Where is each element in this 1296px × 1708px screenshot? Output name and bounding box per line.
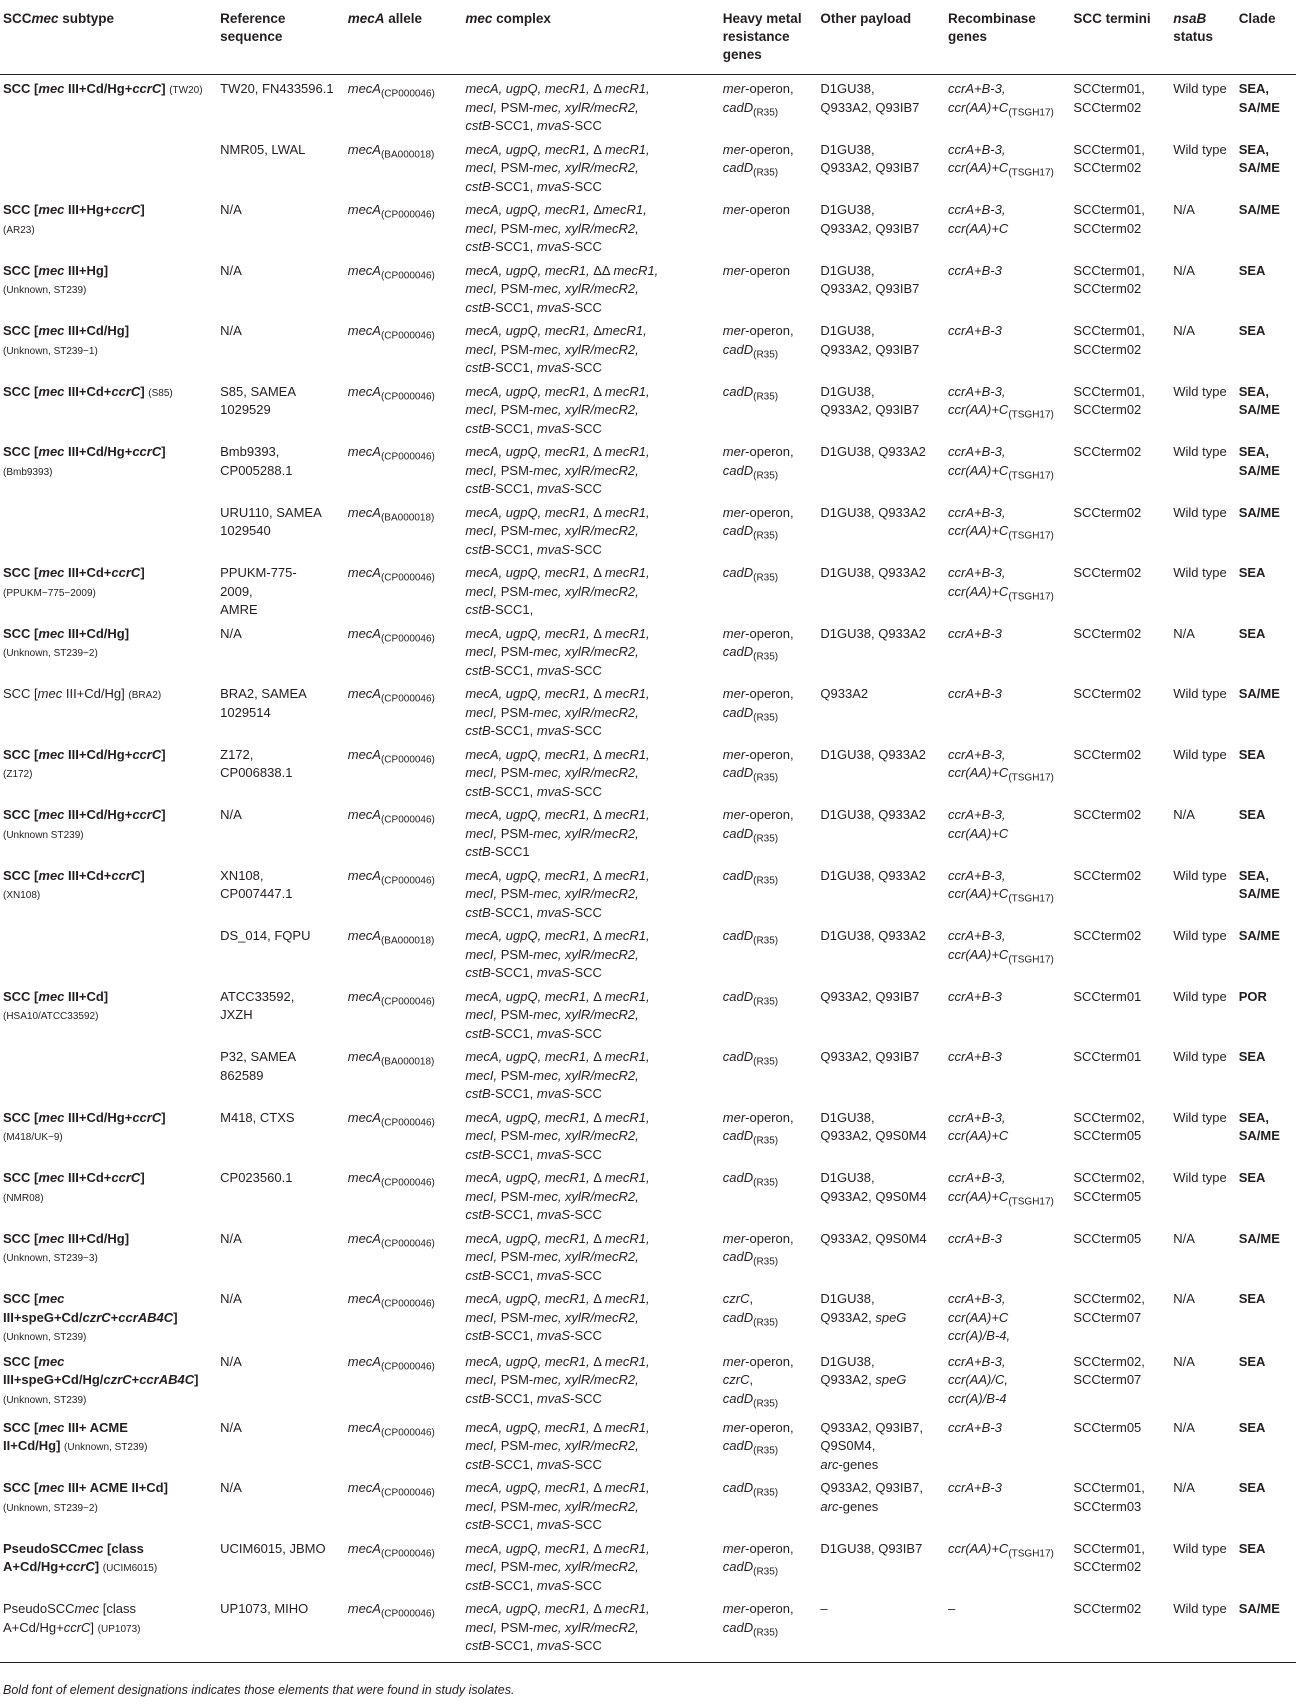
cell-meca-allele: mecA$_{(BA000018)}$ [347, 141, 435, 161]
cell-scc-termini: SCCterm02, SCCterm05 [1073, 1170, 1145, 1204]
table-row [0, 1595, 1296, 1662]
cell-mec-complex: mecA, ugpQ, mecR1, Δ mecR1, mecI, PSM-mec, xylR/mecR2, cstB-SCC1, mvaS-SCC [459, 1595, 716, 1662]
cell-reference-sequence: PPUKM-775- 2009, AMRE [220, 565, 297, 617]
cell-meca-allele: mecA$_{(CP000046)}$ [347, 1109, 435, 1129]
cell-subtype: SCC [mec III+Cd/Hg] (Unknown, ST239−3) [3, 1230, 130, 1264]
header-recombinase-genes: Recombinase genes [942, 0, 1067, 75]
cell-subtype [0, 136, 214, 197]
cell-clade: SA/ME [1238, 686, 1280, 701]
cell-scc-termini: SCCterm02 [1073, 565, 1142, 580]
cell-nsab-status: Wild type [1173, 565, 1227, 580]
cell-heavy-metal-genes: czrC, cadD$_{(R35)}$ [722, 1291, 779, 1329]
table-row [0, 1043, 1296, 1104]
cell-nsab-status: N/A [1173, 1291, 1195, 1306]
cell-scc-termini: SCCterm01 [1073, 1049, 1142, 1064]
table-row [0, 317, 1296, 378]
cell-other-payload: D1GU38, Q933A2, Q93IB7 [820, 81, 920, 115]
cell-other-payload: – [814, 1595, 942, 1662]
cell-scc-termini: SCCterm02, SCCterm05 [1073, 1109, 1145, 1143]
cell-meca-allele: mecA$_{(CP000046)}$ [347, 444, 435, 463]
cell-other-payload: D1GU38, Q933A2, Q93IB7 [820, 141, 920, 175]
cell-subtype: SCC [mec III+Cd/Hg+ccrC] (Bmb9393) [3, 444, 166, 478]
cell-subtype: SCC [mec III+Cd/Hg] (BRA2) [3, 686, 162, 701]
cell-subtype: SCC [mec III+Cd/Hg] (Unknown, ST239−1) [3, 323, 130, 357]
cell-nsab-status: Wild type [1173, 81, 1227, 96]
cell-nsab-status: Wild type [1173, 1109, 1227, 1125]
cell-other-payload: D1GU38, Q933A2, Q93IB7 [820, 202, 920, 236]
header-clade: Clade [1233, 0, 1296, 75]
cell-mec-complex: mecA, ugpQ, mecR1, Δ mecR1, mecI, PSM-mec, xylR/mecR2, cstB-SCC1, mvaS-SCC [465, 81, 650, 133]
cell-scc-termini: SCCterm01 [1073, 988, 1142, 1004]
cell-other-payload: D1GU38, Q933A2, Q93IB7 [820, 262, 920, 296]
cell-meca-allele: mecA$_{(CP000046)}$ [347, 81, 435, 100]
cell-recombinase-genes: ccrA+B-3 [948, 323, 1002, 338]
cell-subtype [0, 922, 214, 983]
cell-subtype: SCC [mec III+Cd] (HSA10/ATCC33592) [3, 988, 109, 1022]
cell-heavy-metal-genes: mer-operon [722, 262, 790, 278]
cell-meca-allele: mecA$_{(CP000046)}$ [347, 1540, 435, 1560]
cell-clade: SA/ME [1238, 928, 1280, 943]
table-row [0, 801, 1296, 862]
cell-clade: SA/ME [1238, 1230, 1280, 1246]
cell-mec-complex: mecA, ugpQ, mecR1, Δ mecR1, mecI, PSM-mec, xylR/mecR2, cstB-SCC1, mvaS-SCC [465, 141, 650, 194]
cell-recombinase-genes: ccrA+B-3, $ccr(AA)+C_{(TSGH17)}$ [948, 141, 1054, 179]
cell-heavy-metal-genes: mer-operon, czrC, cadD$_{(R35)}$ [722, 1353, 794, 1410]
cell-mec-complex: mecA, ugpQ, mecR1, Δ mecR1, mecI, PSM-mec, xylR/mecR2, cstB-SCC1, mvaS-SCC [465, 1109, 650, 1162]
cell-meca-allele: mecA$_{(CP000046)}$ [347, 1230, 435, 1250]
cell-other-payload: D1GU38, Q933A2 [820, 625, 926, 641]
cell-recombinase-genes: ccrA+B-3 [948, 1419, 1002, 1435]
cell-recombinase-genes: – [942, 1595, 1067, 1662]
cell-reference-sequence: N/A [220, 1230, 242, 1246]
cell-meca-allele: mecA$_{(CP000046)}$ [347, 1170, 435, 1189]
table-row [0, 922, 1296, 983]
cell-clade: SEA [1238, 565, 1266, 580]
cell-other-payload: Q933A2, Q9S0M4 [820, 1230, 927, 1246]
cell-clade: SA/ME [1238, 202, 1280, 217]
table-body [0, 75, 1296, 1663]
cell-reference-sequence: XN108, CP007447.1 [220, 867, 293, 901]
cell-nsab-status: Wild type [1173, 928, 1227, 943]
cell-mec-complex: mecA, ugpQ, mecR1, Δ mecR1, mecI, PSM-mec, xylR/mecR2, cstB-SCC1, [465, 565, 650, 617]
cell-mec-complex: mecA, ugpQ, mecR1, Δ mecR1, mecI, PSM-mec, xylR/mecR2, cstB-SCC1, mvaS-SCC [465, 383, 650, 436]
cell-nsab-status: Wild type [1173, 141, 1227, 157]
cell-other-payload: D1GU38, Q933A2 [820, 565, 926, 580]
cell-heavy-metal-genes: mer-operon, cadD$_{(R35)}$ [722, 444, 794, 482]
cell-meca-allele: mecA$_{(CP000046)}$ [347, 323, 435, 342]
cell-heavy-metal-genes: cadD$_{(R35)}$ [722, 1049, 779, 1068]
cell-scc-termini: SCCterm02 [1073, 867, 1142, 883]
table-row [0, 620, 1296, 681]
cell-nsab-status: N/A [1173, 625, 1195, 641]
table-row [0, 136, 1296, 197]
table-row [0, 1164, 1296, 1225]
cell-reference-sequence: CP023560.1 [220, 1170, 293, 1185]
cell-heavy-metal-genes: mer-operon, cadD$_{(R35)}$ [722, 1540, 794, 1578]
cell-recombinase-genes: ccrA+B-3 [948, 1230, 1002, 1246]
cell-mec-complex: mecA, ugpQ, mecR1, Δ mecR1, mecI, PSM-mec, xylR/mecR2, cstB-SCC1, mvaS-SCC [465, 1480, 650, 1533]
cell-subtype: SCC [mec III+Hg] (Unknown, ST239) [3, 262, 109, 296]
cell-subtype [0, 1043, 214, 1104]
cell-recombinase-genes: ccrA+B-3, $ccr(AA)+C_{(TSGH17)}$ [948, 565, 1054, 603]
cell-scc-termini: SCCterm05 [1073, 1230, 1142, 1246]
cell-reference-sequence: N/A [220, 807, 242, 822]
cell-reference-sequence: Z172, CP006838.1 [220, 746, 293, 780]
cell-meca-allele: mecA$_{(CP000046)}$ [347, 262, 435, 282]
cell-reference-sequence: S85, SAMEA 1029529 [220, 383, 297, 417]
cell-other-payload: Q933A2, Q93IB7, arc-genes [820, 1480, 924, 1514]
cell-recombinase-genes: ccrA+B-3 [948, 625, 1002, 641]
cell-recombinase-genes: ccrA+B-3, $ccr(AA)+C_{(TSGH17)}$ [948, 1170, 1054, 1208]
table-header-row [0, 0, 1296, 75]
table-row [0, 1535, 1296, 1596]
cell-subtype: SCC [mec III+speG+Cd/Hg/czrC+ccrAB4C] (Unknown, ST239) [3, 1353, 199, 1406]
cell-recombinase-genes: ccrA+B-3, ccr(AA)/C, ccr(A)/B-4 [948, 1353, 1008, 1406]
cell-clade: SA/ME [1238, 504, 1280, 520]
cell-nsab-status: Wild type [1173, 686, 1227, 701]
cell-mec-complex: mecA, ugpQ, mecR1, Δ mecR1, mecI, PSM-mec, xylR/mecR2, cstB-SCC1, mvaS-SCC [465, 444, 650, 496]
cell-recombinase-genes: ccrA+B-3, $ccr(AA)+C_{(TSGH17)}$ [948, 444, 1054, 482]
cell-heavy-metal-genes: cadD$_{(R35)}$ [722, 928, 779, 947]
cell-other-payload: D1GU38, Q933A2, Q93IB7 [820, 323, 920, 357]
cell-nsab-status: N/A [1173, 807, 1195, 822]
cell-scc-termini: SCCterm01, SCCterm02 [1073, 262, 1145, 296]
cell-reference-sequence: URU110, SAMEA 1029540 [220, 504, 322, 538]
cell-mec-complex: mecA, ugpQ, mecR1, ΔmecR1, mecI, PSM-mec, xylR/mecR2, cstB-SCC1, mvaS-SCC [465, 323, 647, 375]
cell-nsab-status: Wild type [1167, 1595, 1232, 1662]
table-row [0, 1414, 1296, 1475]
cell-mec-complex: mecA, ugpQ, mecR1, Δ mecR1, mecI, PSM-mec, xylR/mecR2, cstB-SCC1, mvaS-SCC [465, 867, 650, 920]
cell-mec-complex: mecA, ugpQ, mecR1, Δ mecR1, mecI, PSM-mec, xylR/mecR2, cstB-SCC1, mvaS-SCC [465, 1291, 650, 1343]
cell-scc-termini: SCCterm05 [1073, 1419, 1142, 1435]
table-row [0, 1104, 1296, 1165]
cell-subtype: PseudoSCCmec [class A+Cd/Hg+ccrC] (UCIM6015) [3, 1540, 158, 1575]
cell-nsab-status: Wild type [1173, 444, 1227, 459]
cell-subtype: SCC [mec III+ ACME II+Cd/Hg] (Unknown, ST239) [3, 1419, 148, 1454]
cell-mec-complex: mecA, ugpQ, mecR1, Δ mecR1, mecI, PSM-mec, xylR/mecR2, cstB-SCC1, mvaS-SCC [465, 686, 650, 738]
table-row [0, 75, 1296, 136]
cell-nsab-status: Wild type [1173, 383, 1227, 399]
cell-recombinase-genes: ccrA+B-3, $ccr(AA)+C_{(TSGH17)}$ [948, 81, 1054, 119]
cell-recombinase-genes: ccrA+B-3 [948, 1480, 1002, 1496]
cell-recombinase-genes: ccrA+B-3, $ccr(AA)+C_{(TSGH17)}$ [948, 746, 1054, 784]
header-other-payload: Other payload [814, 0, 942, 75]
cell-subtype: SCC [mec III+Cd/Hg+ccrC] (TW20) [3, 81, 203, 96]
header-mec-complex: mec complex [459, 0, 716, 75]
cell-mec-complex: mecA, ugpQ, mecR1, Δ mecR1, mecI, PSM-mec, xylR/mecR2, cstB-SCC1, mvaS-SCC [465, 1049, 650, 1101]
cell-nsab-status: N/A [1173, 1353, 1195, 1369]
cell-nsab-status: Wild type [1173, 1170, 1227, 1185]
cell-other-payload: Q933A2, Q93IB7 [820, 1049, 920, 1064]
cell-subtype: SCC [mec III+Cd+ccrC] (NMR08) [3, 1170, 145, 1204]
table-row [0, 559, 1296, 620]
cell-scc-termini: SCCterm01, SCCterm02 [1073, 383, 1145, 417]
cell-recombinase-genes: ccrA+B-3, ccr(AA)+C [948, 1109, 1009, 1143]
cell-heavy-metal-genes: cadD$_{(R35)}$ [722, 1480, 779, 1499]
cell-scc-termini: SCCterm01, SCCterm02 [1073, 1540, 1145, 1575]
cell-reference-sequence: UCIM6015, JBMO [220, 1540, 326, 1556]
table-row [0, 862, 1296, 923]
cell-other-payload: D1GU38, Q933A2, speG [820, 1291, 907, 1325]
cell-nsab-status: N/A [1173, 323, 1195, 338]
cell-recombinase-genes: ccrA+B-3, ccr(AA)+C ccr(A)/B-4, [948, 1291, 1011, 1343]
table-row [0, 438, 1296, 499]
cell-mec-complex: mecA, ugpQ, mecR1, Δ mecR1, mecI, PSM-mec, xylR/mecR2, cstB-SCC1 [465, 807, 650, 859]
cell-heavy-metal-genes: mer-operon, cadD$_{(R35)}$ [722, 746, 794, 784]
table-row [0, 1474, 1296, 1535]
cell-meca-allele: mecA$_{(CP000046)}$ [347, 1419, 435, 1439]
cell-recombinase-genes: $ccr(AA)+C_{(TSGH17)}$ [948, 1540, 1054, 1560]
cell-recombinase-genes: ccrA+B-3, $ccr(AA)+C_{(TSGH17)}$ [948, 383, 1054, 421]
header-meca-allele: mecA allele [342, 0, 460, 75]
cell-meca-allele: mecA$_{(CP000046)}$ [347, 988, 435, 1008]
cell-mec-complex: mecA, ugpQ, mecR1, Δ mecR1, mecI, PSM-mec, xylR/mecR2, cstB-SCC1, mvaS-SCC [465, 928, 650, 980]
cell-meca-allele: mecA$_{(CP000046)}$ [347, 1353, 435, 1373]
cell-nsab-status: N/A [1173, 1480, 1195, 1496]
cell-nsab-status: N/A [1173, 1419, 1195, 1435]
cell-recombinase-genes: ccrA+B-3, $ccr(AA)+C_{(TSGH17)}$ [948, 867, 1054, 905]
cell-scc-termini: SCCterm01, SCCterm02 [1073, 202, 1145, 236]
cell-subtype: SCC [mec III+Cd+ccrC] (S85) [3, 383, 173, 399]
cell-clade: SEA [1238, 807, 1266, 822]
cell-reference-sequence: N/A [220, 1353, 242, 1369]
cell-reference-sequence: NMR05, LWAL [220, 141, 306, 157]
cell-subtype: PseudoSCCmec [class A+Cd/Hg+ccrC] (UP1073) [0, 1595, 214, 1662]
cell-other-payload: D1GU38, Q933A2 [820, 746, 926, 762]
cell-meca-allele: mecA$_{(CP000046)}$ [347, 1291, 435, 1310]
cell-meca-allele: mecA$_{(CP000046)}$ [347, 202, 435, 221]
cell-heavy-metal-genes: mer-operon, cadD$_{(R35)}$ [717, 1595, 815, 1662]
cell-clade: SEA [1238, 1540, 1266, 1556]
header-subtype: SCCmec subtype [0, 0, 214, 75]
cell-scc-termini: SCCterm01, SCCterm02 [1073, 323, 1145, 357]
cell-mec-complex: mecA, ugpQ, mecR1, Δ mecR1, mecI, PSM-mec, xylR/mecR2, cstB-SCC1, mvaS-SCC [465, 1170, 650, 1222]
cell-heavy-metal-genes: mer-operon, cadD$_{(R35)}$ [722, 141, 794, 179]
cell-nsab-status: N/A [1173, 262, 1195, 278]
cell-clade: SEA [1238, 1353, 1266, 1369]
table-row [0, 257, 1296, 318]
table-row [0, 378, 1296, 439]
cell-scc-termini: SCCterm02 [1067, 1595, 1167, 1662]
cell-nsab-status: Wild type [1173, 504, 1227, 520]
cell-heavy-metal-genes: mer-operon, cadD$_{(R35)}$ [722, 625, 794, 663]
cell-nsab-status: N/A [1173, 1230, 1195, 1246]
cell-clade: SEA [1238, 323, 1266, 338]
cell-subtype: SCC [mec III+Hg+ccrC] (AR23) [3, 202, 145, 236]
table-footnote: Bold font of element designations indicates those elements that were found in study isolates. [3, 1683, 515, 1697]
cell-other-payload: Q933A2, Q93IB7 [820, 988, 920, 1004]
cell-meca-allele: mecA$_{(BA000018)}$ [347, 1049, 435, 1068]
header-heavy-metal-genes: Heavy metal resistance genes [717, 0, 815, 75]
cell-subtype: SCC [mec III+Cd+ccrC] (XN108) [3, 867, 145, 901]
cell-subtype: SCC [mec III+Cd/Hg+ccrC] (Z172) [3, 746, 166, 780]
cell-clade: SEA [1238, 1170, 1266, 1185]
cell-clade: SEA [1238, 1480, 1266, 1496]
cell-clade: SEA [1238, 746, 1266, 762]
header-reference-sequence: Reference sequence [214, 0, 342, 75]
cell-meca-allele: mecA$_{(CP000046)}$ [347, 686, 435, 705]
cell-subtype: SCC [mec III+Cd/Hg+ccrC] (Unknown ST239) [3, 807, 166, 841]
cell-clade: SA/ME [1233, 1595, 1296, 1662]
cell-scc-termini: SCCterm02, SCCterm07 [1073, 1291, 1145, 1325]
cell-meca-allele: mecA$_{(CP000046)}$ [347, 1480, 435, 1499]
cell-subtype [0, 499, 214, 560]
cell-subtype: SCC [mec III+Cd+ccrC] (PPUKM−775−2009) [3, 565, 145, 599]
cell-reference-sequence: N/A [220, 323, 242, 338]
cell-reference-sequence: N/A [220, 1480, 242, 1496]
cell-meca-allele: mecA$_{(BA000018)}$ [347, 928, 435, 947]
cell-meca-allele: mecA$_{(CP000046)}$ [347, 625, 435, 645]
cell-scc-termini: SCCterm02 [1073, 928, 1142, 943]
cell-nsab-status: N/A [1173, 202, 1195, 217]
cell-reference-sequence: N/A [220, 1419, 242, 1435]
cell-nsab-status: Wild type [1173, 988, 1227, 1004]
table-row [0, 1225, 1296, 1286]
cell-recombinase-genes: ccrA+B-3 [948, 686, 1002, 701]
cell-recombinase-genes: ccrA+B-3, $ccr(AA)+C_{(TSGH17)}$ [948, 504, 1054, 542]
cell-heavy-metal-genes: mer-operon, cadD$_{(R35)}$ [722, 323, 794, 361]
cell-mec-complex: mecA, ugpQ, mecR1, Δ mecR1, mecI, PSM-mec, xylR/mecR2, cstB-SCC1, mvaS-SCC [465, 746, 650, 799]
cell-nsab-status: Wild type [1173, 867, 1227, 883]
cell-clade: SEA, SA/ME [1238, 444, 1280, 478]
table-row [0, 1285, 1296, 1348]
cell-heavy-metal-genes: cadD$_{(R35)}$ [722, 988, 779, 1008]
cell-mec-complex: mecA, ugpQ, mecR1, ΔmecR1, mecI, PSM-mec, xylR/mecR2, cstB-SCC1, mvaS-SCC [465, 202, 647, 254]
cell-reference-sequence: M418, CTXS [220, 1109, 295, 1125]
cell-heavy-metal-genes: mer-operon, cadD$_{(R35)}$ [722, 807, 794, 845]
table-row [0, 1348, 1296, 1414]
cell-other-payload: Q933A2 [820, 686, 869, 701]
cell-mec-complex: mecA, ugpQ, mecR1, Δ mecR1, mecI, PSM-mec, xylR/mecR2, cstB-SCC1, mvaS-SCC [465, 1419, 650, 1472]
cell-recombinase-genes: ccrA+B-3, ccr(AA)+C [948, 807, 1009, 841]
cell-other-payload: D1GU38, Q933A2 [820, 928, 926, 943]
cell-clade: SEA, SA/ME [1238, 81, 1280, 115]
cell-clade: SEA [1238, 262, 1266, 278]
cell-scc-termini: SCCterm02 [1073, 686, 1142, 701]
cell-meca-allele: mecA$_{(CP000046)}$ [347, 383, 435, 403]
cell-scc-termini: SCCterm02 [1073, 807, 1142, 822]
header-scc-termini: SCC termini [1067, 0, 1167, 75]
cell-scc-termini: SCCterm01, SCCterm03 [1073, 1480, 1145, 1514]
cell-heavy-metal-genes: cadD$_{(R35)}$ [722, 383, 779, 403]
cell-scc-termini: SCCterm01, SCCterm02 [1073, 141, 1145, 175]
cell-reference-sequence: N/A [220, 1291, 242, 1306]
cell-subtype: SCC [mec III+speG+Cd/czrC+ccrAB4C] (Unknown, ST239) [3, 1291, 178, 1343]
cell-other-payload: D1GU38, Q933A2 [820, 807, 926, 822]
cell-heavy-metal-genes: cadD$_{(R35)}$ [722, 565, 779, 584]
table-row [0, 196, 1296, 257]
cell-clade: SEA, SA/ME [1238, 867, 1280, 901]
cell-reference-sequence: P32, SAMEA 862589 [220, 1049, 297, 1083]
cell-reference-sequence: Bmb9393, CP005288.1 [220, 444, 293, 478]
cell-meca-allele: mecA$_{(CP000046)}$ [347, 807, 435, 826]
cell-reference-sequence: DS_014, FQPU [220, 928, 311, 943]
cell-other-payload: D1GU38, Q933A2 [820, 504, 926, 520]
cell-clade: POR [1238, 988, 1267, 1004]
cell-scc-termini: SCCterm02 [1073, 444, 1142, 459]
cell-subtype: SCC [mec III+Cd/Hg] (Unknown, ST239−2) [3, 625, 130, 659]
cell-other-payload: D1GU38, Q933A2, Q93IB7 [820, 383, 920, 417]
cell-meca-allele: mecA$_{(CP000046)}$ [347, 867, 435, 887]
cell-other-payload: D1GU38, Q933A2 [820, 867, 926, 883]
cell-mec-complex: mecA, ugpQ, mecR1, Δ mecR1, mecI, PSM-mec, xylR/mecR2, cstB-SCC1, mvaS-SCC [465, 625, 650, 678]
cell-meca-allele: mecA$_{(CP000046)}$ [347, 746, 435, 766]
cell-nsab-status: Wild type [1173, 746, 1227, 762]
cell-reference-sequence: TW20, FN433596.1 [220, 81, 334, 96]
cell-subtype: SCC [mec III+Cd/Hg+ccrC] (M418/UK−9) [3, 1109, 166, 1143]
cell-scc-termini: SCCterm02 [1073, 625, 1142, 641]
cell-nsab-status: Wild type [1173, 1540, 1227, 1556]
cell-reference-sequence: N/A [220, 625, 242, 641]
cell-reference-sequence: UP1073, MIHO [214, 1595, 342, 1662]
cell-other-payload: D1GU38, Q933A2 [820, 444, 926, 459]
cell-scc-termini: SCCterm01, SCCterm02 [1073, 81, 1145, 115]
cell-clade: SEA, SA/ME [1238, 383, 1280, 417]
cell-recombinase-genes: ccrA+B-3 [948, 988, 1002, 1004]
cell-other-payload: D1GU38, Q93IB7 [820, 1540, 923, 1556]
cell-clade: SEA [1238, 1419, 1266, 1435]
cell-subtype: SCC [mec III+ ACME II+Cd] (Unknown, ST239−2) [3, 1480, 168, 1514]
cell-clade: SEA, SA/ME [1238, 141, 1280, 175]
header-nsab-status: nsaB status [1167, 0, 1232, 75]
cell-mec-complex: mecA, ugpQ, mecR1, Δ mecR1, mecI, PSM-mec, xylR/mecR2, cstB-SCC1, mvaS-SCC [465, 1540, 650, 1593]
cell-recombinase-genes: ccrA+B-3, ccr(AA)+C [948, 202, 1009, 236]
table-row [0, 983, 1296, 1044]
cell-scc-termini: SCCterm02 [1073, 746, 1142, 762]
cell-other-payload: D1GU38, Q933A2, Q9S0M4 [820, 1109, 927, 1143]
cell-recombinase-genes: ccrA+B-3, $ccr(AA)+C_{(TSGH17)}$ [948, 928, 1054, 966]
cell-mec-complex: mecA, ugpQ, mecR1, Δ mecR1, mecI, PSM-mec, xylR/mecR2, cstB-SCC1, mvaS-SCC [465, 988, 650, 1041]
table-row [0, 499, 1296, 560]
table-row [0, 741, 1296, 802]
cell-reference-sequence: ATCC33592, JXZH [220, 988, 295, 1022]
cell-scc-termini: SCCterm02, SCCterm07 [1073, 1353, 1145, 1387]
cell-heavy-metal-genes: cadD$_{(R35)}$ [722, 1170, 779, 1189]
cell-heavy-metal-genes: cadD$_{(R35)}$ [722, 867, 779, 887]
cell-nsab-status: Wild type [1173, 1049, 1227, 1064]
cell-clade: SEA [1238, 1049, 1266, 1064]
cell-heavy-metal-genes: mer-operon [722, 202, 790, 217]
cell-heavy-metal-genes: mer-operon, cadD$_{(R35)}$ [722, 686, 794, 724]
cell-scc-termini: SCCterm02 [1073, 504, 1142, 520]
cell-mec-complex: mecA, ugpQ, mecR1, Δ mecR1, mecI, PSM-mec, xylR/mecR2, cstB-SCC1, mvaS-SCC [465, 1353, 650, 1406]
cell-heavy-metal-genes: mer-operon, cadD$_{(R35)}$ [722, 1230, 794, 1268]
cell-meca-allele: mecA$_{(CP000046)}$ [347, 565, 435, 584]
cell-heavy-metal-genes: mer-operon, cadD$_{(R35)}$ [722, 504, 794, 542]
cell-other-payload: D1GU38, Q933A2, Q9S0M4 [820, 1170, 927, 1204]
cell-reference-sequence: N/A [220, 262, 242, 278]
cell-clade: SEA [1238, 625, 1266, 641]
cell-clade: SEA, SA/ME [1238, 1109, 1280, 1143]
cell-other-payload: D1GU38, Q933A2, speG [820, 1353, 907, 1387]
cell-reference-sequence: BRA2, SAMEA 1029514 [220, 686, 307, 720]
cell-meca-allele: mecA$_{(CP000046)}$ [342, 1595, 460, 1662]
cell-mec-complex: mecA, ugpQ, mecR1, ΔΔ mecR1, mecI, PSM-mec, xylR/mecR2, cstB-SCC1, mvaS-SCC [465, 262, 659, 315]
cell-heavy-metal-genes: mer-operon, cadD$_{(R35)}$ [722, 1419, 794, 1457]
cell-heavy-metal-genes: mer-operon, cadD$_{(R35)}$ [722, 81, 794, 119]
cell-recombinase-genes: ccrA+B-3 [948, 262, 1002, 278]
cell-heavy-metal-genes: mer-operon, cadD$_{(R35)}$ [722, 1109, 794, 1147]
cell-meca-allele: mecA$_{(BA000018)}$ [347, 504, 435, 524]
cell-recombinase-genes: ccrA+B-3 [948, 1049, 1002, 1064]
cell-other-payload: Q933A2, Q93IB7, Q9S0M4, arc-genes [820, 1419, 924, 1472]
table-row [0, 680, 1296, 741]
cell-clade: SEA [1238, 1291, 1266, 1306]
cell-mec-complex: mecA, ugpQ, mecR1, Δ mecR1, mecI, PSM-mec, xylR/mecR2, cstB-SCC1, mvaS-SCC [465, 504, 650, 557]
cell-reference-sequence: N/A [220, 202, 242, 217]
cell-mec-complex: mecA, ugpQ, mecR1, Δ mecR1, mecI, PSM-mec, xylR/mecR2, cstB-SCC1, mvaS-SCC [465, 1230, 650, 1283]
